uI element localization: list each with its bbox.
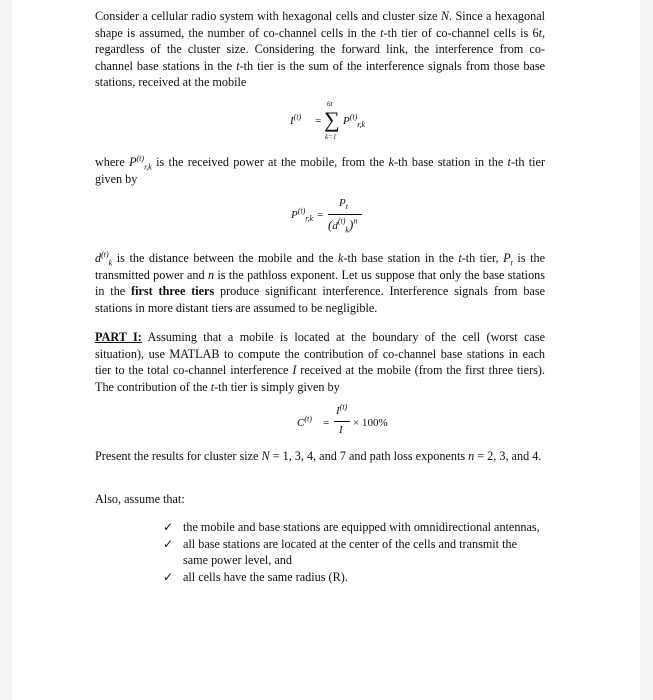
paragraph-assumptions-intro: Also, assume that: [95, 492, 185, 506]
paragraph-part-one: PART I: Assuming that a mobile is located at the boundary of the cell (worst case situation), use MATLAB to compute the contribution of co-channel base stations in each tier to the total co-channel interference I received at the mobile (from the first three tiers). The contribution of the t-th tier is simply given by [95, 330, 545, 394]
paragraph-present-results: Present the results for cluster size N = 1, 3, 4, and 7 and path loss exponents n = 2, 3, and 4. [95, 449, 542, 463]
paragraph-intro: Consider a cellular radio system with hexagonal cells and cluster size N. Since a hexagonal shape is assumed, the number of co-channel cells in the t-th tier of co-channel cells is 6t, regardless of the cluster size. Considering the forward link, the interference from co-channel base stations in the t-th tier is the sum of the interference signals from those base stations, received at the mobile [95, 9, 545, 90]
list-item: ✓ all base stations are located at the center of the cells and transmit the same power level, and [163, 536, 518, 568]
paragraph-received-power: where $P^{(t)}_{r,k}$ is the received power at the mobile, from the k-th base station in the t-th tier given by [95, 153, 546, 186]
assumptions-list [163, 519, 545, 585]
list-item: ✓ the mobile and base stations are equipped with omnidirectional antennas, [163, 520, 540, 534]
check-icon: ✓ [163, 520, 174, 534]
check-icon: ✓ [163, 569, 174, 584]
list-item: ✓ all cells have the same radius (R). [163, 569, 348, 584]
paragraph-distance: $d^{(t)}_k$ is the distance between the mobile and the k-th base station in the t-th tier, $P_t$ is the transmitted power and n is the pathloss exponent. Let us suppose that only the base stations in the first three tiers produce significant interference. Interference signals from base stations in more distant tiers are assumed to be negligible. [95, 249, 545, 315]
check-icon: ✓ [163, 536, 174, 551]
